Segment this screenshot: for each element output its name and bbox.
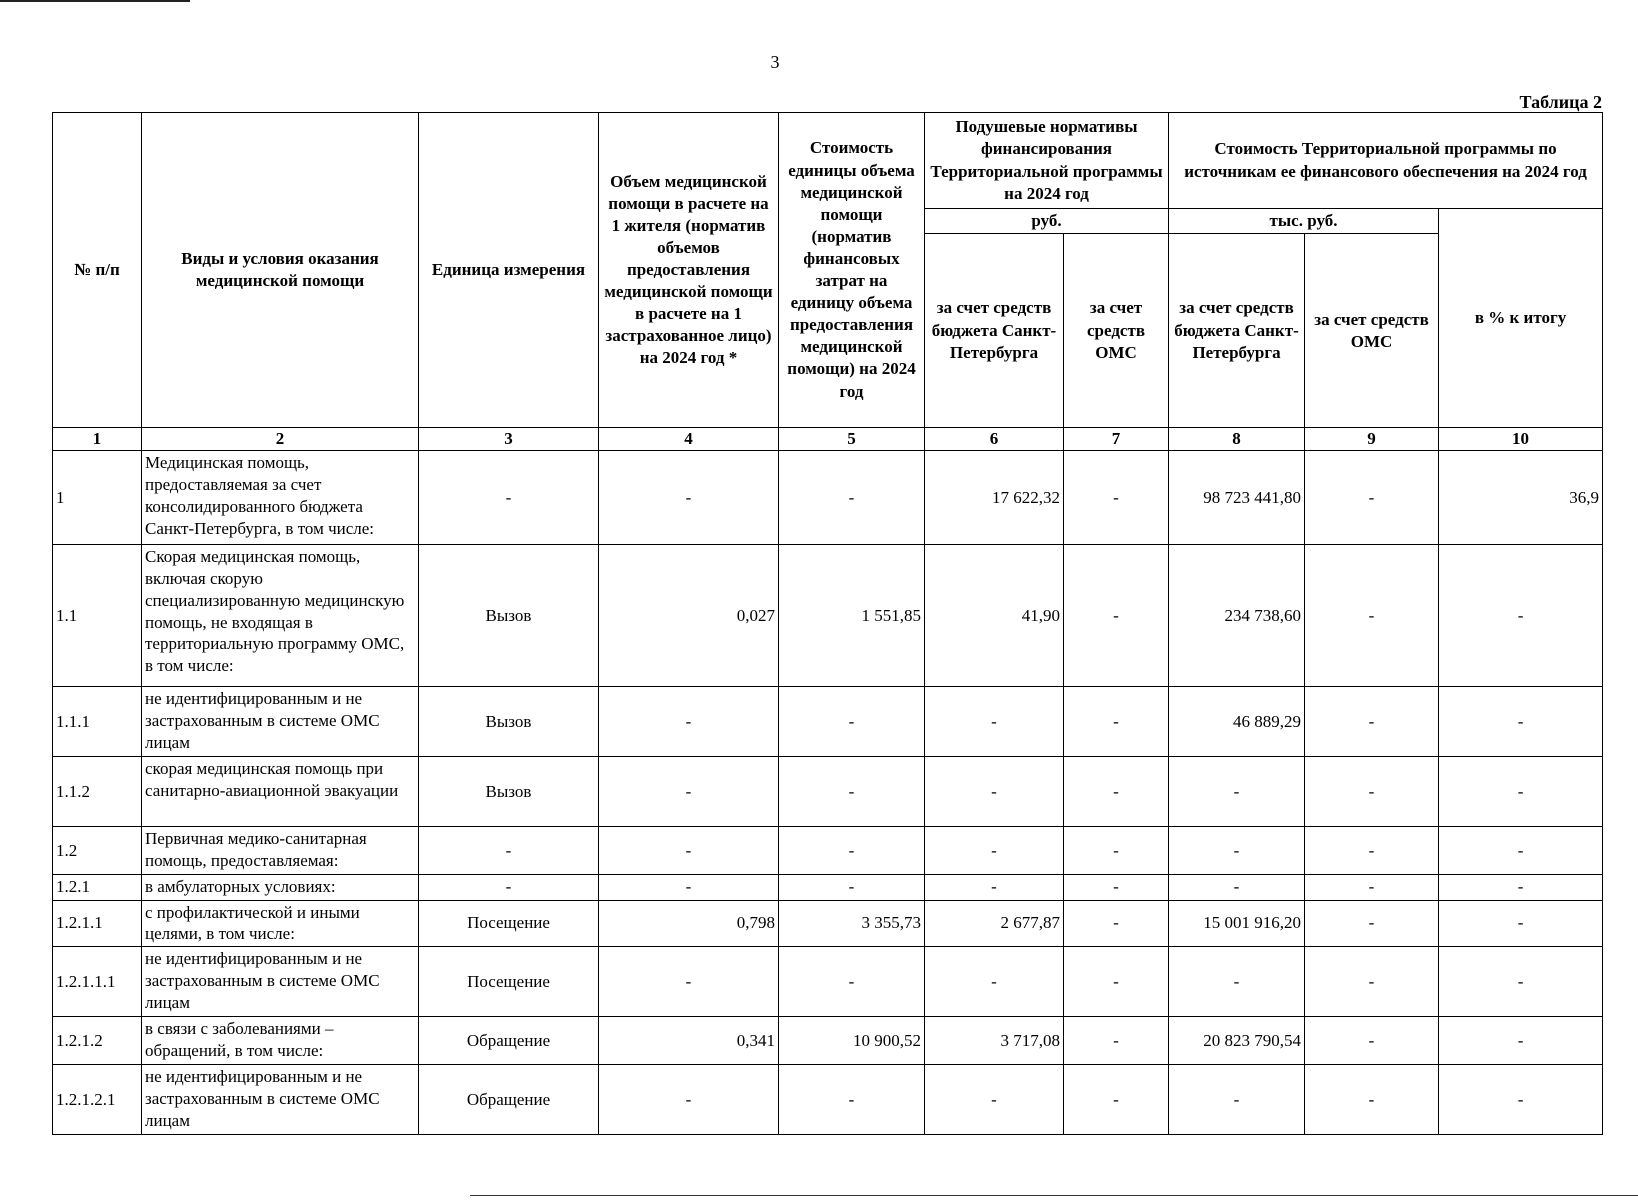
- table-row: [53, 1017, 1603, 1065]
- row-norm-budget: -: [925, 875, 1064, 900]
- row-cost-budget: 46 889,29: [1169, 687, 1305, 757]
- row-norm-budget: -: [925, 947, 1064, 1017]
- row-norm-budget: 2 677,87: [925, 900, 1064, 947]
- row-number: 1.2: [53, 827, 142, 875]
- row-cost-oms: -: [1305, 875, 1439, 900]
- row-unit: Посещение: [419, 947, 599, 1017]
- row-volume: -: [599, 947, 779, 1017]
- row-name: скорая медицинская помощь при санитарно-авиационной эвакуации: [142, 757, 419, 827]
- row-norm-budget: -: [925, 687, 1064, 757]
- header-norm-oms: за счет средств ОМС: [1064, 234, 1169, 428]
- column-number: 7: [1064, 428, 1169, 451]
- row-name: Первичная медико-санитарная помощь, предоставляемая:: [142, 827, 419, 875]
- row-percent: -: [1439, 875, 1603, 900]
- header-cost-budget: за счет средств бюджета Санкт-Петербурга: [1169, 234, 1305, 428]
- row-number: 1.1.2: [53, 757, 142, 827]
- table-row: [53, 1065, 1603, 1135]
- row-norm-oms: -: [1064, 757, 1169, 827]
- header-volume: Объем медицинской помощи в расчете на 1 жителя (норматив объемов предоставления медицинской помощи в расчете на 1 застрахованное лицо) на 2024 год *: [599, 113, 779, 428]
- row-percent: -: [1439, 545, 1603, 687]
- row-name: Медицинская помощь, предоставляемая за счет консолидированного бюджета Санкт-Петербурга, в том числе:: [142, 451, 419, 545]
- column-number: 9: [1305, 428, 1439, 451]
- row-norm-budget: -: [925, 827, 1064, 875]
- row-norm-budget: 3 717,08: [925, 1017, 1064, 1065]
- row-norm-budget: -: [925, 757, 1064, 827]
- row-cost-oms: -: [1305, 947, 1439, 1017]
- row-volume: -: [599, 1065, 779, 1135]
- row-volume: 0,341: [599, 1017, 779, 1065]
- table-body: [53, 451, 1603, 1135]
- table-row: [53, 757, 1603, 827]
- row-number: 1.2.1: [53, 875, 142, 900]
- row-volume: -: [599, 827, 779, 875]
- column-number: 6: [925, 428, 1064, 451]
- row-unit-cost: 1 551,85: [779, 545, 925, 687]
- table-header: [53, 113, 1603, 451]
- row-volume: 0,798: [599, 900, 779, 947]
- row-unit: -: [419, 875, 599, 900]
- row-volume: 0,027: [599, 545, 779, 687]
- row-norm-oms: -: [1064, 1017, 1169, 1065]
- header-norm-budget: за счет средств бюджета Санкт-Петербурга: [925, 234, 1064, 428]
- column-number: 1: [53, 428, 142, 451]
- row-cost-oms: -: [1305, 451, 1439, 545]
- row-volume: -: [599, 451, 779, 545]
- row-norm-oms: -: [1064, 451, 1169, 545]
- row-cost-budget: -: [1169, 947, 1305, 1017]
- row-unit-cost: -: [779, 875, 925, 900]
- header-unit-rub: руб.: [925, 209, 1169, 234]
- row-percent: -: [1439, 827, 1603, 875]
- row-volume: -: [599, 875, 779, 900]
- column-number: 2: [142, 428, 419, 451]
- column-number: 3: [419, 428, 599, 451]
- row-name: с профилактической и иными целями, в том числе:: [142, 900, 419, 947]
- row-cost-budget: 15 001 916,20: [1169, 900, 1305, 947]
- row-cost-oms: -: [1305, 1017, 1439, 1065]
- row-cost-oms: -: [1305, 900, 1439, 947]
- table-row: [53, 451, 1603, 545]
- row-cost-oms: -: [1305, 827, 1439, 875]
- row-unit-cost: -: [779, 947, 925, 1017]
- row-cost-budget: -: [1169, 875, 1305, 900]
- row-unit-cost: 10 900,52: [779, 1017, 925, 1065]
- row-number: 1.2.1.1: [53, 900, 142, 947]
- header-number: № п/п: [53, 113, 142, 428]
- row-norm-oms: -: [1064, 875, 1169, 900]
- header-per-capita-norms: Подушевые нормативы финансирования Территориальной программы на 2024 год: [925, 113, 1169, 209]
- column-number: 4: [599, 428, 779, 451]
- row-unit: -: [419, 827, 599, 875]
- table-row: [53, 827, 1603, 875]
- row-name: не идентифицированным и не застрахованным в системе ОМС лицам: [142, 1065, 419, 1135]
- row-cost-oms: -: [1305, 545, 1439, 687]
- row-norm-oms: -: [1064, 827, 1169, 875]
- row-unit: Вызов: [419, 757, 599, 827]
- table-row: [53, 687, 1603, 757]
- row-norm-oms: -: [1064, 687, 1169, 757]
- row-unit: Посещение: [419, 900, 599, 947]
- row-percent: -: [1439, 900, 1603, 947]
- row-unit-cost: -: [779, 687, 925, 757]
- row-cost-budget: 234 738,60: [1169, 545, 1305, 687]
- row-cost-budget: -: [1169, 757, 1305, 827]
- row-norm-oms: -: [1064, 545, 1169, 687]
- row-norm-budget: -: [925, 1065, 1064, 1135]
- row-unit: Обращение: [419, 1065, 599, 1135]
- row-norm-oms: -: [1064, 1065, 1169, 1135]
- table-row: [53, 545, 1603, 687]
- row-number: 1.2.1.1.1: [53, 947, 142, 1017]
- row-unit: Вызов: [419, 545, 599, 687]
- row-cost-budget: -: [1169, 827, 1305, 875]
- row-unit-cost: -: [779, 827, 925, 875]
- row-percent: -: [1439, 1017, 1603, 1065]
- row-percent: -: [1439, 1065, 1603, 1135]
- page-number: 3: [770, 52, 780, 72]
- row-norm-oms: -: [1064, 947, 1169, 1017]
- row-name: в амбулаторных условиях:: [142, 875, 419, 900]
- row-percent: -: [1439, 947, 1603, 1017]
- row-cost-oms: -: [1305, 1065, 1439, 1135]
- row-number: 1.2.1.2.1: [53, 1065, 142, 1135]
- row-norm-budget: 17 622,32: [925, 451, 1064, 545]
- row-cost-budget: -: [1169, 1065, 1305, 1135]
- row-norm-oms: -: [1064, 900, 1169, 947]
- budget-table: [52, 112, 1603, 1135]
- row-cost-oms: -: [1305, 687, 1439, 757]
- row-volume: -: [599, 687, 779, 757]
- row-cost-budget: 20 823 790,54: [1169, 1017, 1305, 1065]
- header-cost-oms: за счет средств ОМС: [1305, 234, 1439, 428]
- column-number: 5: [779, 428, 925, 451]
- row-number: 1.1: [53, 545, 142, 687]
- table-row: [53, 947, 1603, 1017]
- header-unit: Единица измерения: [419, 113, 599, 428]
- row-percent: -: [1439, 687, 1603, 757]
- row-volume: -: [599, 757, 779, 827]
- row-percent: -: [1439, 757, 1603, 827]
- row-unit: Обращение: [419, 1017, 599, 1065]
- row-unit-cost: 3 355,73: [779, 900, 925, 947]
- column-number-row: [53, 428, 1603, 451]
- header-unit-cost: Стоимость единицы объема медицинской помощи (норматив финансовых затрат на единицу объема предоставления медицинской помощи) на 2024 год: [779, 113, 925, 428]
- column-number: 8: [1169, 428, 1305, 451]
- row-unit: -: [419, 451, 599, 545]
- row-percent: 36,9: [1439, 451, 1603, 545]
- table-caption: Таблица 2: [1519, 92, 1602, 112]
- bottom-rule: [470, 1195, 1638, 1196]
- row-unit: Вызов: [419, 687, 599, 757]
- header-type: Виды и условия оказания медицинской помощи: [142, 113, 419, 428]
- row-number: 1.1.1: [53, 687, 142, 757]
- header-program-cost: Стоимость Территориальной программы по источникам ее финансового обеспечения на 2024 год: [1169, 113, 1603, 209]
- column-number: 10: [1439, 428, 1603, 451]
- row-unit-cost: -: [779, 451, 925, 545]
- row-name: не идентифицированным и не застрахованным в системе ОМС лицам: [142, 947, 419, 1017]
- header-unit-thousand-rub: тыс. руб.: [1169, 209, 1439, 234]
- top-rule: [0, 0, 190, 2]
- table-row: [53, 900, 1603, 947]
- row-cost-oms: -: [1305, 757, 1439, 827]
- row-unit-cost: -: [779, 1065, 925, 1135]
- row-name: не идентифицированным и не застрахованным в системе ОМС лицам: [142, 687, 419, 757]
- row-number: 1: [53, 451, 142, 545]
- row-number: 1.2.1.2: [53, 1017, 142, 1065]
- row-cost-budget: 98 723 441,80: [1169, 451, 1305, 545]
- row-unit-cost: -: [779, 757, 925, 827]
- row-name: Скорая медицинская помощь, включая скорую специализированную медицинскую помощь, не входящая в территориальную программу ОМС, в том числе:: [142, 545, 419, 687]
- header-percent-total: в % к итогу: [1439, 209, 1603, 428]
- row-name: в связи с заболеваниями – обращений, в том числе:: [142, 1017, 419, 1065]
- row-norm-budget: 41,90: [925, 545, 1064, 687]
- table-row: [53, 875, 1603, 900]
